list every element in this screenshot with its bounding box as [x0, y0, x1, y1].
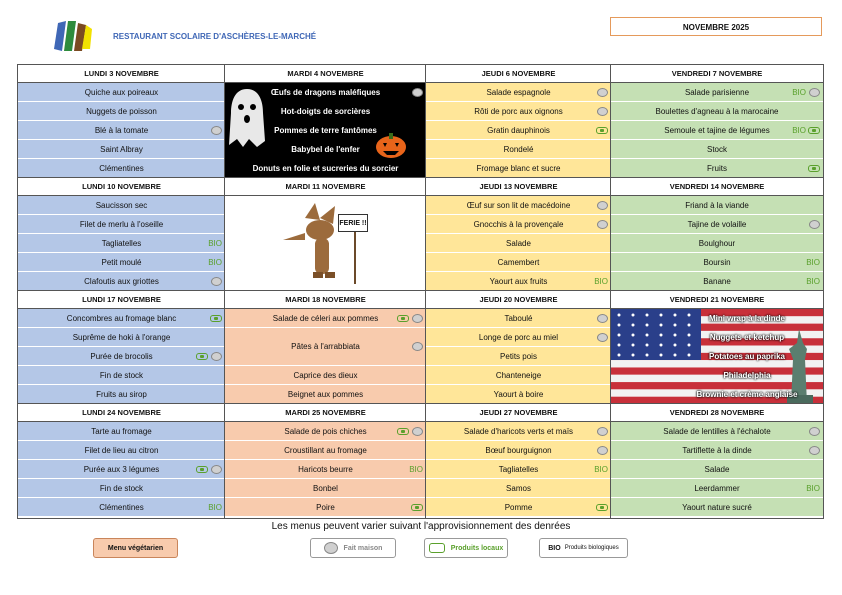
column-separator [425, 65, 426, 518]
day-column [611, 291, 823, 404]
menu-item [611, 272, 823, 291]
day-column [611, 178, 823, 291]
fait-maison-icon [412, 314, 423, 323]
menu-item-label: Fruits au sirop [96, 389, 147, 399]
day-column [225, 404, 426, 517]
menu-item [426, 83, 611, 102]
menu-item-label: Hot-doigts de sorcières [280, 107, 371, 116]
menu-item [18, 347, 225, 366]
coyote-icon [275, 198, 375, 288]
menu-item [225, 309, 426, 328]
menu-item [426, 234, 611, 253]
day-header: VENDREDI 14 NOVEMBRE [611, 178, 823, 196]
menu-item [18, 460, 225, 479]
day-header: LUNDI 24 NOVEMBRE [18, 404, 225, 422]
menu-item [426, 347, 611, 366]
day-header: LUNDI 3 NOVEMBRE [18, 65, 225, 83]
day-header: JEUDI 27 NOVEMBRE [426, 404, 611, 422]
menu-item-label: Salade [506, 238, 531, 248]
menu-item [611, 159, 823, 178]
menu-item-label: Rôti de porc aux oignons [474, 106, 563, 116]
menu-item [225, 140, 426, 159]
menu-item-label: Pomme [504, 502, 533, 512]
menu-item [225, 102, 426, 121]
day-column [225, 65, 426, 178]
school-logo [52, 19, 92, 55]
fait-maison-icon [324, 542, 338, 554]
menu-item-label: Purée aux 3 légumes [83, 464, 160, 474]
day-column [18, 404, 225, 517]
menu-item-label: Salade de pois chiches [284, 426, 367, 436]
menu-item-label: Friand à la viande [685, 200, 749, 210]
menu-item-label: Potatoes au paprika [708, 352, 786, 361]
menu-item-label: Boulghour [698, 238, 736, 248]
menu-item-label: Tagliatelles [101, 238, 142, 248]
fait-maison-icon [597, 314, 608, 323]
menu-item-label: Gnocchis à la provençale [473, 219, 564, 229]
bio-icon: BIO [792, 87, 806, 97]
menu-item-label: Caprice des dieux [293, 370, 358, 380]
menu-item [18, 366, 225, 385]
menu-item [426, 441, 611, 460]
menu-item [426, 498, 611, 517]
menu-item [225, 479, 426, 498]
menu-item [18, 215, 225, 234]
menu-item [18, 422, 225, 441]
menu-item [18, 83, 225, 102]
menu-grid [17, 64, 824, 519]
menu-item-label: Blé à la tomate [94, 125, 149, 135]
menu-item-label: Tartiflette à la dinde [682, 445, 752, 455]
menu-item-label: Salade d'haricots verts et maïs [463, 426, 574, 436]
bio-icon: BIO [208, 238, 222, 248]
menu-item [426, 102, 611, 121]
menu-item-label: Taboulé [504, 313, 533, 323]
menu-item-label: Bœuf bourguignon [485, 445, 552, 455]
school-name: RESTAURANT SCOLAIRE D'ASCHÈRES-LE-MARCHÉ [113, 32, 317, 41]
fait-maison-icon [211, 465, 222, 474]
menu-item-label: Tajine de volaille [687, 219, 747, 229]
local-product-icon [196, 353, 208, 360]
fait-maison-icon [597, 107, 608, 116]
menu-item-label: Salade [704, 464, 730, 474]
menu-item [225, 441, 426, 460]
bio-icon: BIO [594, 276, 608, 286]
menu-item-label: Saint Albray [100, 144, 143, 154]
week-separator [18, 177, 823, 178]
fait-maison-icon [809, 220, 820, 229]
menu-item [611, 140, 823, 159]
menu-item-label: Semoule et tajine de légumes [664, 125, 770, 135]
day-column [225, 178, 426, 291]
menu-item [426, 140, 611, 159]
menu-item-label: Nuggets et ketchup [709, 333, 785, 342]
menu-item [611, 366, 823, 385]
day-header: VENDREDI 21 NOVEMBRE [611, 291, 823, 309]
day-header: JEUDI 13 NOVEMBRE [426, 178, 611, 196]
menu-item [18, 479, 225, 498]
bio-icon: BIO [594, 464, 608, 474]
local-product-icon [808, 165, 820, 172]
menu-item-label: Pâtes à l'arrabbiata [291, 342, 360, 351]
menu-item [18, 441, 225, 460]
bio-icon: BIO [208, 502, 222, 512]
menu-item [18, 272, 225, 291]
menu-item [225, 460, 426, 479]
menu-item [426, 121, 611, 140]
menu-item-label: Bonbel [313, 483, 338, 493]
menu-item-label: Fruits [707, 163, 727, 173]
menu-item-label: Salade espagnole [486, 87, 551, 97]
menu-item-label: Philadelphia [723, 371, 771, 380]
menu-item-label: Clafoutis aux griottes [84, 276, 159, 286]
menu-item [18, 159, 225, 178]
column-separator [610, 65, 611, 518]
menu-item-label: Yaourt nature sucré [682, 502, 752, 512]
menu-item-label: Brownie et crème anglaise [696, 390, 798, 399]
local-product-icon [210, 315, 222, 322]
menu-item-label: Salade de lentilles à l'échalote [663, 426, 771, 436]
menu-item-label: Donuts en folie et sucreries du sorcier [252, 164, 399, 173]
bio-icon: BIO [806, 276, 820, 286]
menu-item [18, 234, 225, 253]
menu-item [611, 196, 823, 215]
local-product-icon [596, 504, 608, 511]
menu-item-label: Yaourt aux fruits [489, 276, 548, 286]
menu-item [611, 328, 823, 347]
day-column [18, 291, 225, 404]
menu-item [611, 385, 823, 404]
fait-maison-icon [211, 126, 222, 135]
week-separator [18, 290, 823, 291]
legend-bio [539, 538, 628, 558]
day-column [18, 65, 225, 178]
bio-icon: BIO [409, 464, 423, 474]
day-column [611, 65, 823, 178]
menu-item-label: Pommes de terre fantômes [274, 126, 377, 135]
menu-item-label: Clémentines [99, 163, 144, 173]
menu-item [426, 159, 611, 178]
menu-item-label: Œuf sur son lit de macédoine [466, 200, 571, 210]
menu-item [611, 422, 823, 441]
menu-item-label: Longe de porc au miel [478, 332, 559, 342]
menu-item [426, 253, 611, 272]
menu-item-label: Camembert [497, 257, 540, 267]
legend-fait-maison [310, 538, 396, 558]
menu-item-label: Fromage blanc et sucre [476, 163, 561, 173]
fait-maison-icon [412, 88, 423, 97]
day-header: MARDI 11 NOVEMBRE [225, 178, 426, 196]
menu-item-label: Fin de stock [99, 483, 144, 493]
menu-item [611, 121, 823, 140]
menu-item [426, 479, 611, 498]
day-header: JEUDI 20 NOVEMBRE [426, 291, 611, 309]
day-header: LUNDI 17 NOVEMBRE [18, 291, 225, 309]
week-separator [18, 403, 823, 404]
menu-item [18, 140, 225, 159]
fait-maison-icon [597, 201, 608, 210]
menu-item [225, 498, 426, 517]
menu-item-label: Suprême de hoki à l'orange [72, 332, 171, 342]
menu-item-label: Leerdammer [694, 483, 740, 493]
menu-item-label: Purée de brocolis [90, 351, 153, 361]
menu-item [426, 385, 611, 404]
menu-item-label: Boulettes d'agneau à la marocaine [655, 106, 779, 116]
fait-maison-icon [412, 342, 423, 351]
menu-item [611, 83, 823, 102]
menu-item-label: Salade de céleri aux pommes [272, 313, 379, 323]
menu-item [611, 215, 823, 234]
menu-item-label: Yaourt à boire [493, 389, 544, 399]
local-product-icon [397, 428, 409, 435]
menu-item [225, 385, 426, 404]
menu-item [426, 196, 611, 215]
local-product-icon [397, 315, 409, 322]
menu-item [225, 159, 426, 178]
menu-item [426, 460, 611, 479]
menu-item-label: Stock [706, 144, 727, 154]
menu-item [426, 309, 611, 328]
menu-item [18, 102, 225, 121]
local-product-icon [429, 543, 445, 553]
fait-maison-icon [809, 88, 820, 97]
menu-item [225, 422, 426, 441]
day-header: MARDI 18 NOVEMBRE [225, 291, 426, 309]
fait-maison-icon [211, 277, 222, 286]
menu-item-label: Tagliatelles [498, 464, 539, 474]
menu-item-label: Boursin [703, 257, 731, 267]
legend-vegetarian: Menu végétarien [93, 538, 178, 558]
day-header: MARDI 25 NOVEMBRE [225, 404, 426, 422]
fait-maison-icon [597, 446, 608, 455]
menu-item [426, 422, 611, 441]
menu-item-label: Filet de merlu à l'oseille [79, 219, 164, 229]
fait-maison-icon [809, 427, 820, 436]
local-product-icon [411, 504, 423, 511]
fait-maison-icon [597, 333, 608, 342]
bio-icon: BIO [806, 483, 820, 493]
menu-item-label: Beignet aux pommes [287, 389, 364, 399]
menu-item [611, 347, 823, 366]
day-column [426, 65, 611, 178]
fait-maison-icon [597, 220, 608, 229]
day-column [18, 178, 225, 291]
local-product-icon [596, 127, 608, 134]
menu-item-label: Chanteneige [495, 370, 542, 380]
menu-item-label: Clémentines [99, 502, 144, 512]
menu-item-label: Croustillant au fromage [284, 445, 367, 455]
day-header: JEUDI 6 NOVEMBRE [426, 65, 611, 83]
menu-item [18, 309, 225, 328]
menu-item-label: Filet de lieu au citron [84, 445, 159, 455]
holiday-sign: FERIE !! [338, 214, 368, 232]
menu-item [426, 272, 611, 291]
local-product-icon [196, 466, 208, 473]
menu-item-label: Concombres au fromage blanc [66, 313, 177, 323]
menu-item [611, 253, 823, 272]
day-header: MARDI 4 NOVEMBRE [225, 65, 426, 83]
menu-item [18, 385, 225, 404]
menu-item [611, 498, 823, 517]
menu-item-label: Saucisson sec [95, 200, 148, 210]
menu-item [611, 441, 823, 460]
day-column [426, 178, 611, 291]
menu-item-label: Mini wrap à la dinde [708, 314, 785, 323]
bio-icon: BIO [792, 125, 806, 135]
menu-item [426, 366, 611, 385]
local-product-icon [808, 127, 820, 134]
day-header: VENDREDI 7 NOVEMBRE [611, 65, 823, 83]
menu-item-label: Haricots beurre [298, 464, 353, 474]
menu-item [225, 83, 426, 102]
menu-item [18, 196, 225, 215]
column-separator [224, 65, 225, 518]
menu-item [18, 253, 225, 272]
menu-item-label: Rondelé [503, 144, 534, 154]
bio-icon: BIO [806, 257, 820, 267]
menu-item [611, 234, 823, 253]
month-title: NOVEMBRE 2025 [610, 17, 822, 36]
menu-item-label: Petit moulé [101, 257, 142, 267]
day-column [426, 404, 611, 517]
legend-local-label: Produits locaux [450, 544, 504, 552]
menu-item-label: Tarte au fromage [91, 426, 152, 436]
menu-item-label: Samos [506, 483, 531, 493]
day-header: VENDREDI 28 NOVEMBRE [611, 404, 823, 422]
fait-maison-icon [809, 446, 820, 455]
menu-item [611, 102, 823, 121]
menu-item [426, 328, 611, 347]
menu-item [225, 366, 426, 385]
menu-item-label: Fin de stock [99, 370, 144, 380]
bio-icon: BIO [548, 544, 561, 552]
legend-bio-label: Produits biologiques [564, 545, 619, 551]
day-column [611, 404, 823, 517]
menu-item [18, 498, 225, 517]
menu-item-label: Poire [316, 502, 335, 512]
menu-item [225, 121, 426, 140]
fait-maison-icon [211, 352, 222, 361]
fait-maison-icon [597, 427, 608, 436]
menu-item [611, 309, 823, 328]
menu-item-label: Petits pois [500, 351, 537, 361]
menu-item-label: Gratin dauphinois [487, 125, 550, 135]
menu-item-label: Nuggets de poisson [86, 106, 157, 116]
menu-item-label: Babybel de l'enfer [291, 145, 360, 154]
menu-item [611, 460, 823, 479]
menu-item [18, 121, 225, 140]
fait-maison-icon [597, 88, 608, 97]
holiday-illustration [225, 196, 426, 291]
menu-item [18, 328, 225, 347]
menu-item-label: Œufs de dragons maléfiques [270, 88, 381, 97]
day-column [225, 291, 426, 404]
footer-note: Les menus peuvent varier suivant l'approvisionnement des denrées [271, 521, 571, 532]
fait-maison-icon [412, 427, 423, 436]
menu-item [225, 328, 426, 366]
day-column [426, 291, 611, 404]
menu-item [426, 215, 611, 234]
legend-local [424, 538, 508, 558]
menu-item [611, 479, 823, 498]
bio-icon: BIO [208, 257, 222, 267]
legend-fait-maison-label: Fait maison [343, 544, 383, 552]
menu-item-label: Quiche aux poireaux [84, 87, 159, 97]
day-header: LUNDI 10 NOVEMBRE [18, 178, 225, 196]
menu-item-label: Banane [703, 276, 731, 286]
menu-item-label: Salade parisienne [684, 87, 750, 97]
